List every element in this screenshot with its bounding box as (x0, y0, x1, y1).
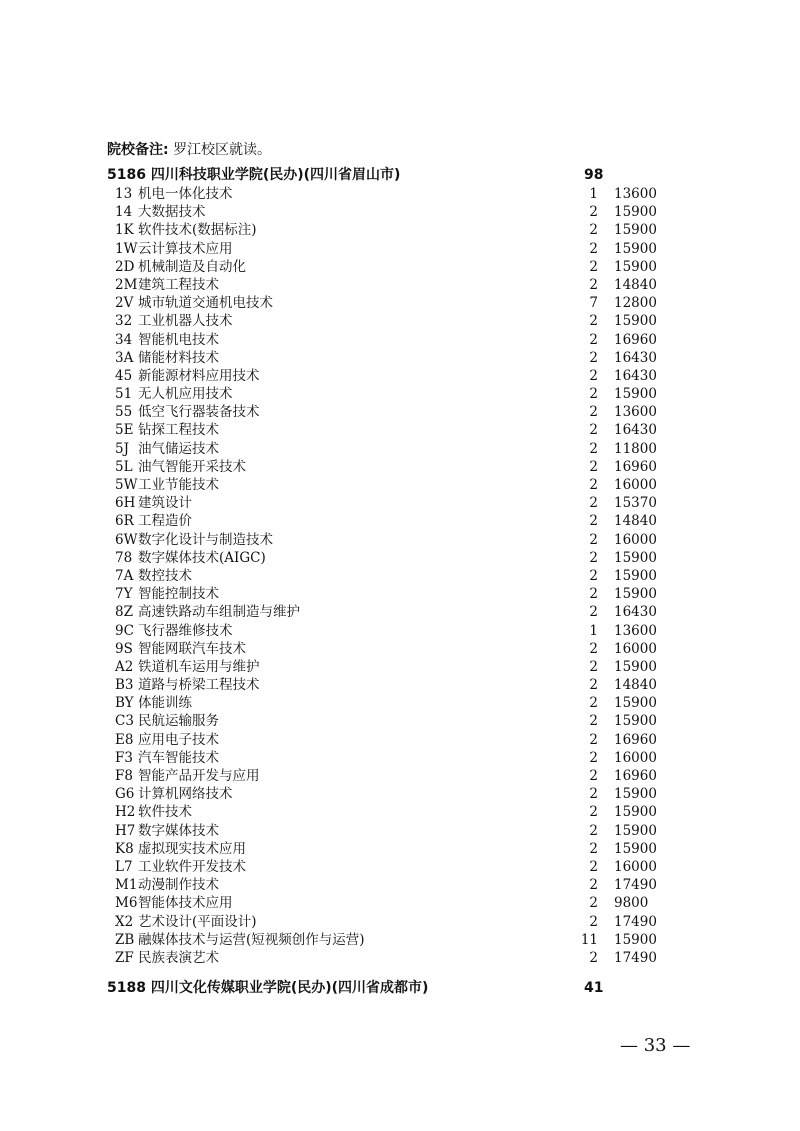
major-name: 汽车智能技术 (138, 749, 219, 766)
major-name: 智能体技术应用 (138, 895, 233, 912)
major-name: 高速铁路动车组制造与维护 (138, 604, 300, 621)
major-code: M6 (115, 895, 138, 912)
major-row (0, 367, 800, 385)
major-fee: 16430 (614, 604, 657, 621)
major-quota: 2 (589, 513, 598, 530)
major-name: 虚拟现实技术应用 (138, 840, 246, 857)
major-name: 民航运输服务 (138, 713, 219, 730)
major-row (0, 185, 800, 203)
major-fee: 17490 (614, 913, 657, 930)
major-fee: 17490 (614, 949, 657, 966)
note-text: 罗江校区就读。 (173, 142, 272, 158)
major-row (0, 840, 800, 858)
major-code: ZB (115, 931, 135, 948)
major-code: 1W (115, 240, 138, 257)
major-quota: 2 (589, 913, 598, 930)
major-name: 油气储运技术 (138, 440, 219, 457)
major-name: 储能材料技术 (138, 349, 219, 366)
major-name: 智能控制技术 (138, 586, 219, 603)
major-code: 9S (115, 640, 133, 657)
major-quota: 2 (589, 276, 598, 293)
major-row (0, 331, 800, 349)
major-code: 32 (115, 313, 133, 330)
major-row (0, 640, 800, 658)
major-fee: 15900 (614, 222, 657, 239)
major-name: 工业节能技术 (138, 477, 219, 493)
major-code: A2 (115, 658, 134, 675)
major-row (0, 476, 800, 494)
major-fee: 15900 (614, 549, 657, 566)
major-fee: 13600 (614, 404, 657, 421)
major-code: 13 (115, 186, 133, 202)
major-list (0, 185, 800, 967)
major-quota: 2 (589, 349, 598, 366)
major-quota: 2 (589, 749, 598, 766)
major-quota: 2 (589, 331, 598, 348)
major-code: 7A (115, 567, 134, 584)
major-fee: 16430 (614, 349, 657, 366)
major-quota: 2 (589, 258, 598, 275)
major-quota: 2 (589, 895, 598, 912)
major-code: 7Y (115, 586, 133, 603)
major-quota: 2 (589, 877, 598, 894)
major-code: 51 (115, 386, 133, 403)
major-name: 建筑工程技术 (138, 276, 219, 293)
major-fee: 15900 (614, 695, 657, 712)
major-code: 8Z (115, 604, 133, 621)
major-row (0, 403, 800, 421)
major-quota: 1 (589, 186, 598, 202)
major-name: 体能训练 (138, 695, 192, 712)
major-code: G6 (115, 786, 135, 803)
major-quota: 2 (589, 367, 598, 384)
major-fee: 16960 (614, 768, 657, 784)
major-fee: 16960 (614, 331, 657, 348)
major-fee: 15900 (614, 822, 657, 839)
major-fee: 15900 (614, 240, 657, 257)
major-name: 工业机器人技术 (138, 313, 233, 330)
major-row (0, 658, 800, 676)
major-quota: 2 (589, 658, 598, 675)
school-header-5188 (107, 979, 604, 997)
major-fee: 15900 (614, 567, 657, 584)
major-code: H2 (115, 804, 136, 821)
major-code: E8 (115, 731, 134, 748)
major-code: 9C (115, 622, 134, 639)
major-quota: 2 (589, 422, 598, 439)
major-code: 45 (115, 367, 133, 384)
major-name: 数字媒体技术(AIGC) (138, 549, 266, 566)
major-fee: 12800 (614, 295, 657, 312)
major-quota: 2 (589, 786, 598, 803)
major-name: 应用电子技术 (138, 731, 219, 748)
major-name: 新能源材料应用技术 (138, 367, 260, 384)
major-row (0, 385, 800, 403)
major-fee: 15900 (614, 840, 657, 857)
major-quota: 2 (589, 240, 598, 257)
major-name: 工程造价 (138, 513, 192, 530)
major-fee: 16000 (614, 858, 657, 875)
major-fee: 9800 (614, 895, 649, 912)
major-code: BY (115, 695, 134, 712)
major-name: 钻探工程技术 (138, 422, 219, 439)
major-row (0, 294, 800, 312)
major-quota: 2 (589, 822, 598, 839)
major-fee: 15900 (614, 658, 657, 675)
major-quota: 2 (589, 222, 598, 239)
major-row (0, 221, 800, 239)
major-code: 5E (115, 422, 134, 439)
major-fee: 13600 (614, 186, 657, 202)
major-name: 数控技术 (138, 567, 192, 584)
school-quota: 41 (584, 980, 604, 996)
major-quota: 2 (589, 640, 598, 657)
major-code: 6H (115, 495, 136, 512)
major-code: 6W (115, 531, 138, 548)
major-quota: 2 (589, 731, 598, 748)
major-row (0, 349, 800, 367)
major-row (0, 240, 800, 258)
major-code: X2 (115, 913, 134, 930)
major-row (0, 458, 800, 476)
major-quota: 2 (589, 840, 598, 857)
major-name: 建筑设计 (138, 495, 192, 512)
major-row (0, 785, 800, 803)
major-fee: 16000 (614, 640, 657, 657)
major-quota: 2 (589, 768, 598, 784)
major-fee: 13600 (614, 622, 657, 639)
major-name: 油气智能开采技术 (138, 458, 246, 475)
major-name: 艺术设计(平面设计) (138, 913, 257, 930)
major-code: 2M (115, 276, 138, 293)
major-code: 2V (115, 295, 134, 312)
major-row (0, 858, 800, 876)
major-name: 机电一体化技术 (138, 186, 233, 202)
major-quota: 2 (589, 386, 598, 403)
major-fee: 15370 (614, 495, 657, 512)
major-row (0, 494, 800, 512)
major-name: 城市轨道交通机电技术 (138, 295, 273, 312)
major-fee: 14840 (614, 276, 657, 293)
major-fee: 16000 (614, 531, 657, 548)
major-fee: 14840 (614, 513, 657, 530)
major-name: 智能网联汽车技术 (138, 640, 246, 657)
major-row (0, 731, 800, 749)
major-code: 5L (115, 458, 133, 475)
major-fee: 14840 (614, 677, 657, 694)
major-row (0, 676, 800, 694)
school-name: 5186 四川科技职业学院(民办)(四川省眉山市) (107, 167, 401, 183)
major-name: 计算机网络技术 (138, 786, 233, 803)
major-row (0, 203, 800, 221)
major-quota: 2 (589, 586, 598, 603)
major-name: 软件技术(数据标注) (138, 222, 257, 239)
major-code: B3 (115, 677, 134, 694)
major-name: 民族表演艺术 (138, 949, 219, 966)
major-quota: 2 (589, 858, 598, 875)
major-code: ZF (115, 949, 134, 966)
major-name: 数字化设计与制造技术 (138, 531, 273, 548)
major-quota: 2 (589, 713, 598, 730)
major-quota: 11 (580, 931, 598, 948)
school-quota: 98 (584, 167, 604, 183)
major-quota: 2 (589, 495, 598, 512)
major-fee: 15900 (614, 931, 657, 948)
major-row (0, 549, 800, 567)
major-code: 1K (115, 222, 134, 239)
major-name: 数字媒体技术 (138, 822, 219, 839)
major-row (0, 712, 800, 730)
major-fee: 11800 (614, 440, 657, 457)
major-row (0, 694, 800, 712)
major-row (0, 876, 800, 894)
major-name: 工业软件开发技术 (138, 858, 246, 875)
school-header-5186 (107, 166, 604, 184)
major-name: 动漫制作技术 (138, 877, 219, 894)
major-row (0, 749, 800, 767)
major-code: K8 (115, 840, 134, 857)
major-code: F8 (115, 768, 133, 784)
major-name: 智能产品开发与应用 (138, 768, 260, 784)
major-code: 34 (115, 331, 133, 348)
major-row (0, 440, 800, 458)
major-code: M1 (115, 877, 138, 894)
school-note (107, 141, 271, 159)
major-name: 低空飞行器装备技术 (138, 404, 260, 421)
major-row (0, 567, 800, 585)
major-name: 道路与桥梁工程技术 (138, 677, 260, 694)
major-quota: 2 (589, 404, 598, 421)
major-quota: 2 (589, 949, 598, 966)
major-fee: 16000 (614, 477, 657, 493)
major-code: 2D (115, 258, 135, 275)
major-quota: 2 (589, 531, 598, 548)
major-name: 铁道机车运用与维护 (138, 658, 260, 675)
major-fee: 15900 (614, 786, 657, 803)
major-fee: 15900 (614, 258, 657, 275)
school-name: 5188 四川文化传媒职业学院(民办)(四川省成都市) (107, 980, 429, 996)
major-code: 14 (115, 204, 133, 221)
major-fee: 15900 (614, 586, 657, 603)
major-fee: 16960 (614, 458, 657, 475)
major-fee: 16960 (614, 731, 657, 748)
major-quota: 2 (589, 549, 598, 566)
major-fee: 17490 (614, 877, 657, 894)
major-fee: 15900 (614, 713, 657, 730)
major-code: 55 (115, 404, 133, 421)
major-name: 融媒体技术与运营(短视频创作与运营) (138, 931, 365, 948)
major-name: 机械制造及自动化 (138, 258, 246, 275)
major-quota: 2 (589, 440, 598, 457)
major-quota: 2 (589, 204, 598, 221)
major-row (0, 603, 800, 621)
major-fee: 16430 (614, 367, 657, 384)
major-code: L7 (115, 858, 133, 875)
major-code: 5J (115, 440, 130, 457)
major-quota: 2 (589, 477, 598, 493)
major-fee: 15900 (614, 804, 657, 821)
major-name: 飞行器维修技术 (138, 622, 233, 639)
major-name: 大数据技术 (138, 204, 206, 221)
major-row (0, 312, 800, 330)
major-code: F3 (115, 749, 133, 766)
major-row (0, 949, 800, 967)
major-quota: 2 (589, 313, 598, 330)
major-name: 智能机电技术 (138, 331, 219, 348)
major-row (0, 276, 800, 294)
major-row (0, 931, 800, 949)
major-quota: 2 (589, 604, 598, 621)
major-row (0, 913, 800, 931)
major-fee: 16430 (614, 422, 657, 439)
major-row (0, 803, 800, 821)
major-code: H7 (115, 822, 136, 839)
major-row (0, 822, 800, 840)
major-fee: 15900 (614, 386, 657, 403)
major-quota: 1 (589, 622, 598, 639)
major-code: 78 (115, 549, 133, 566)
note-label: 院校备注: (107, 142, 169, 158)
major-code: 5W (115, 477, 138, 493)
major-row (0, 421, 800, 439)
page-number: — 33 — (620, 1035, 691, 1056)
major-row (0, 258, 800, 276)
major-quota: 2 (589, 677, 598, 694)
major-name: 软件技术 (138, 804, 192, 821)
major-row (0, 585, 800, 603)
major-fee: 15900 (614, 204, 657, 221)
major-row (0, 622, 800, 640)
major-fee: 16000 (614, 749, 657, 766)
major-code: 3A (115, 349, 134, 366)
major-quota: 2 (589, 567, 598, 584)
major-row (0, 531, 800, 549)
major-row (0, 512, 800, 530)
major-name: 无人机应用技术 (138, 386, 233, 403)
major-code: C3 (115, 713, 134, 730)
major-quota: 2 (589, 695, 598, 712)
major-row (0, 767, 800, 785)
major-quota: 7 (589, 295, 598, 312)
major-quota: 2 (589, 458, 598, 475)
major-name: 云计算技术应用 (138, 240, 233, 257)
major-row (0, 894, 800, 912)
major-code: 6R (115, 513, 134, 530)
major-quota: 2 (589, 804, 598, 821)
major-fee: 15900 (614, 313, 657, 330)
